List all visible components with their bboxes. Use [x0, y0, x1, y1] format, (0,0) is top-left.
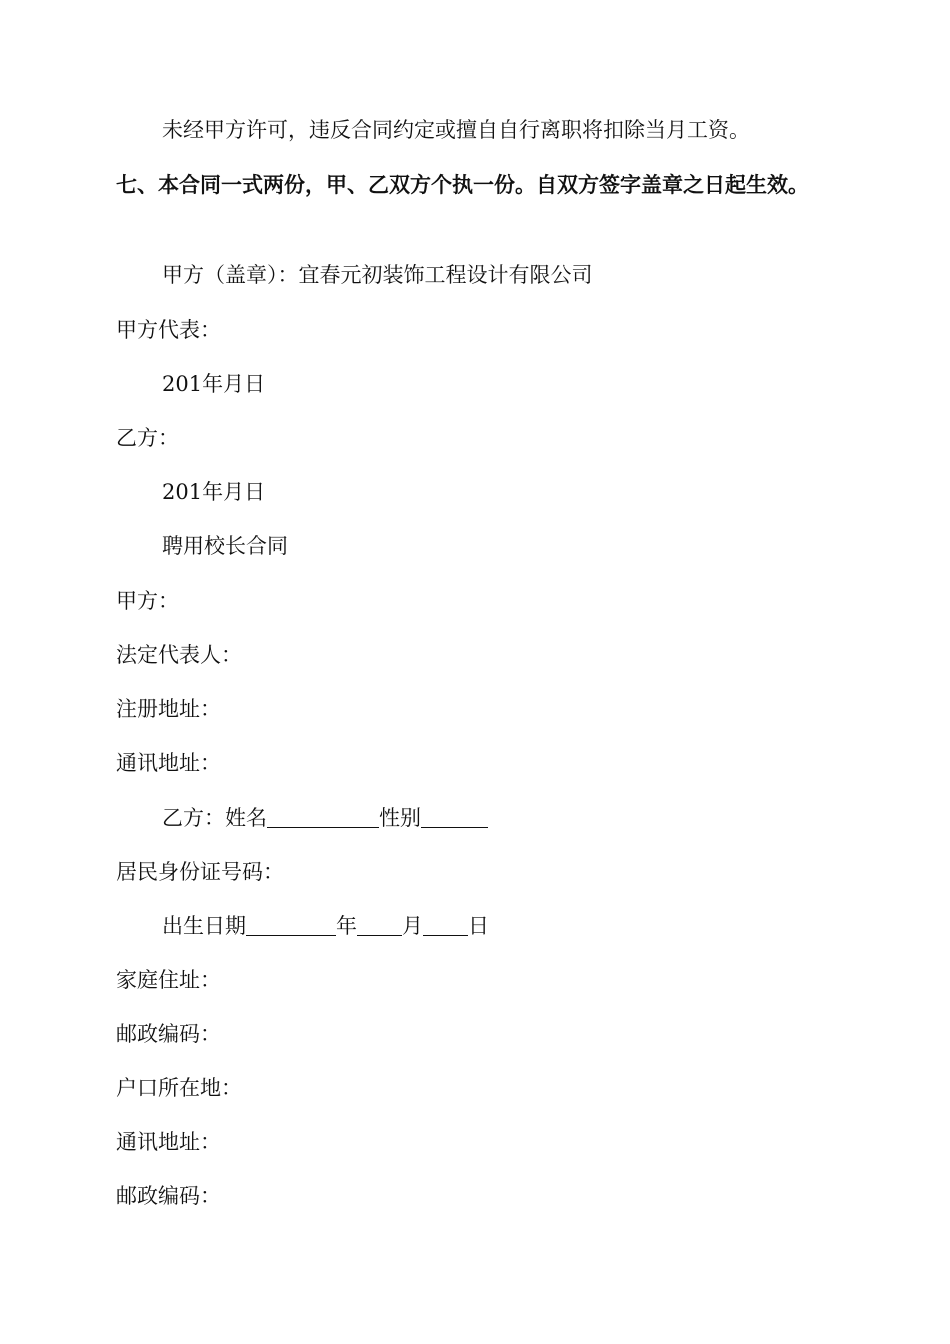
birth-date-label: 出生日期 — [162, 914, 246, 938]
registered-address-field: 注册地址： — [116, 697, 221, 721]
clause-seven-heading: 七、本合同一式两份，甲、乙双方个执一份。自双方签字盖章之日起生效。 — [116, 172, 809, 197]
postal-code-field: 邮政编码： — [116, 1022, 221, 1046]
party-a-representative-line: 甲方代表： — [116, 318, 221, 342]
gender-label: 性别 — [379, 806, 421, 830]
contract-title: 聘用校长合同 — [162, 534, 288, 558]
year-label: 年 — [336, 914, 357, 938]
legal-representative-field: 法定代表人： — [116, 643, 242, 667]
postal-code-field-2: 邮政编码： — [116, 1184, 221, 1208]
party-b-line: 乙方： — [116, 426, 179, 450]
birth-date-line — [162, 908, 882, 944]
household-registration-field: 户口所在地： — [116, 1076, 242, 1100]
month-label: 月 — [402, 914, 423, 938]
home-address-field: 家庭住址： — [116, 968, 221, 992]
clause-resignation-text: 未经甲方许可，违反合同约定或擅自自行离职将扣除当月工资。 — [162, 118, 750, 142]
party-b-date-line: 201年月日 — [162, 480, 266, 504]
birth-day-blank — [423, 913, 468, 936]
party-a-field: 甲方： — [116, 589, 179, 613]
name-label: 乙方：姓名 — [162, 806, 267, 830]
id-number-field: 居民身份证号码： — [116, 860, 284, 884]
day-label: 日 — [468, 914, 489, 938]
correspondence-address-field-2: 通讯地址： — [116, 1130, 221, 1154]
party-a-date-line: 201年月日 — [162, 372, 266, 396]
birth-year-blank — [246, 913, 336, 936]
gender-blank — [421, 805, 488, 828]
birth-month-blank — [357, 913, 402, 936]
correspondence-address-field: 通讯地址： — [116, 751, 221, 775]
name-blank — [267, 805, 379, 828]
party-a-seal-line: 甲方（盖章）：宜春元初装饰工程设计有限公司 — [162, 263, 593, 287]
party-b-name-gender-line — [162, 800, 882, 836]
